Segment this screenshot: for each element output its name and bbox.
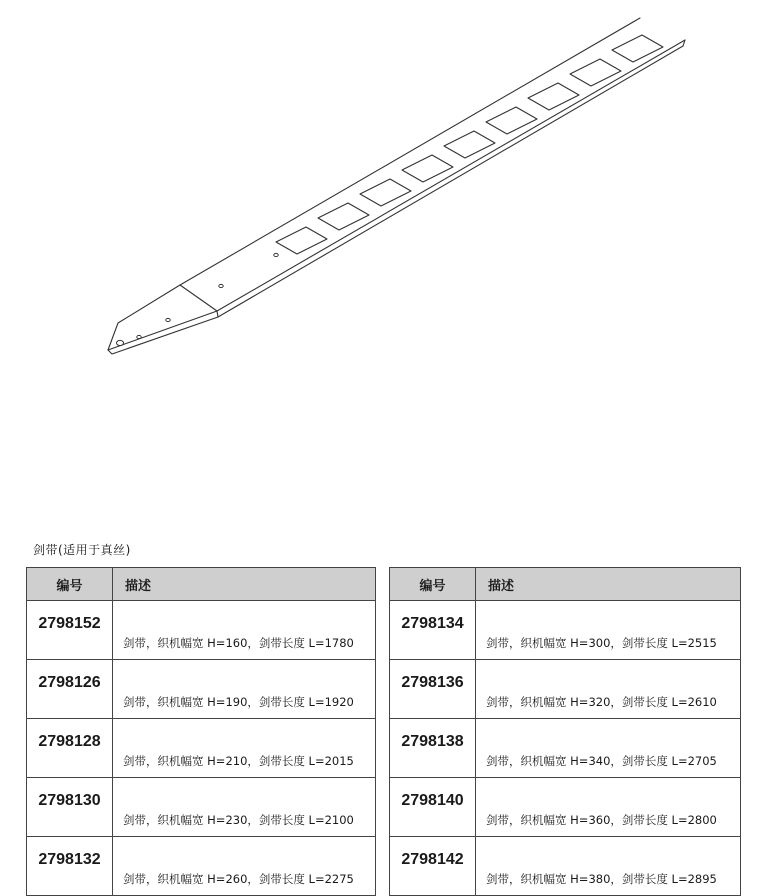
part-description: 剑带，织机幅宽 H=360，剑带长度 L=2800: [476, 778, 741, 837]
part-description: 剑带，织机幅宽 H=190，剑带长度 L=1920: [113, 660, 376, 719]
table-row: [27, 778, 376, 837]
table-row: [390, 660, 741, 719]
part-code: 2798152: [27, 601, 113, 660]
header-code: 编号: [27, 568, 113, 601]
part-description: 剑带，织机幅宽 H=320，剑带长度 L=2610: [476, 660, 741, 719]
part-description: 剑带，织机幅宽 H=160，剑带长度 L=1780: [113, 601, 376, 660]
table-header-row: [27, 568, 376, 601]
table-row: [390, 778, 741, 837]
header-description: 描述: [476, 568, 741, 601]
section-caption: 剑带(适用于真丝): [33, 543, 131, 557]
part-code: 2798136: [390, 660, 476, 719]
table-row: [27, 660, 376, 719]
part-description: 剑带，织机幅宽 H=300，剑带长度 L=2515: [476, 601, 741, 660]
tape-slots: [276, 35, 663, 254]
part-description: 剑带，织机幅宽 H=230，剑带长度 L=2100: [113, 778, 376, 837]
part-description: 剑带，织机幅宽 H=260，剑带长度 L=2275: [113, 837, 376, 896]
rivet-holes: [117, 253, 279, 345]
part-code: 2798140: [390, 778, 476, 837]
part-code: 2798138: [390, 719, 476, 778]
table-row: [27, 837, 376, 896]
tape-top-edge: [108, 18, 685, 350]
part-description: 剑带，织机幅宽 H=210，剑带长度 L=2015: [113, 719, 376, 778]
table-row: [27, 719, 376, 778]
table-row: [390, 837, 741, 896]
table-row: [390, 719, 741, 778]
head-joint-line: [180, 285, 217, 311]
part-description: 剑带，织机幅宽 H=340，剑带长度 L=2705: [476, 719, 741, 778]
part-code: 2798130: [27, 778, 113, 837]
table-row: [390, 601, 741, 660]
tip-edge: [108, 317, 218, 354]
part-code: 2798128: [27, 719, 113, 778]
header-description: 描述: [113, 568, 376, 601]
part-code: 2798142: [390, 837, 476, 896]
parts-table-left: [26, 567, 376, 896]
parts-table-right: [389, 567, 741, 896]
table-header-row: [390, 568, 741, 601]
table-row: [27, 601, 376, 660]
part-description: 剑带，织机幅宽 H=380，剑带长度 L=2895: [476, 837, 741, 896]
part-code: 2798126: [27, 660, 113, 719]
part-code: 2798132: [27, 837, 113, 896]
header-code: 编号: [390, 568, 476, 601]
part-code: 2798134: [390, 601, 476, 660]
